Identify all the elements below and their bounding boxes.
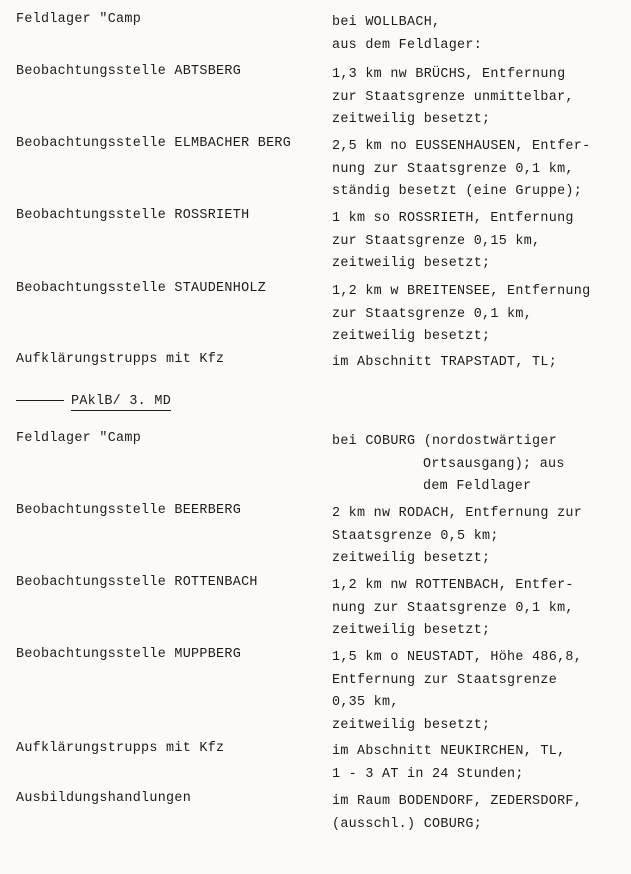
entry-label: Beobachtungsstelle MUPPBERG: [16, 647, 242, 662]
entry-details: [332, 64, 574, 132]
detail-line: zeitweilig besetzt;: [332, 717, 491, 733]
entry-label: Beobachtungsstelle ROTTENBACH: [16, 575, 258, 590]
detail-line: nung zur Staatsgrenze 0,1 km,: [332, 161, 574, 177]
detail-line: zeitweilig besetzt;: [332, 256, 491, 271]
detail-line: bei COBURG (nordostwärtiger: [332, 434, 558, 449]
detail-line: zur Staatsgrenze unmittelbar,: [332, 89, 574, 105]
detail-line: zur Staatsgrenze 0,15 km,: [332, 233, 541, 249]
heading-rule: [16, 400, 64, 401]
entry-label: Feldlager "Camp: [16, 12, 142, 27]
detail-line: zur Staatsgrenze 0,1 km,: [332, 306, 533, 322]
detail-line: (ausschl.) COBURG;: [332, 816, 483, 832]
entry-label: Ausbildungshandlungen: [16, 791, 192, 806]
detail-line: zeitweilig besetzt;: [332, 112, 491, 127]
section-heading: [16, 394, 171, 409]
entry-details: [332, 281, 590, 349]
entry-label: Feldlager "Camp: [16, 431, 142, 446]
entry-details: [332, 741, 565, 786]
detail-line: 1,2 km nw ROTTENBACH, Entfer-: [332, 578, 574, 593]
entry-details: [332, 575, 574, 643]
detail-line: 2 km nw RODACH, Entfernung zur: [332, 506, 583, 521]
detail-line: aus dem Feldlager:: [332, 37, 483, 53]
entry-details: [332, 503, 582, 571]
entry-details: [332, 208, 574, 276]
detail-line: 1,5 km o NEUSTADT, Höhe 486,8,: [332, 650, 583, 665]
detail-line: Ortsausgang); aus: [423, 456, 565, 472]
detail-line: ständig besetzt (eine Gruppe);: [332, 184, 583, 199]
detail-line: bei WOLLBACH,: [332, 15, 441, 30]
detail-line: 1 km so ROSSRIETH, Entfernung: [332, 211, 574, 226]
detail-line: 2,5 km no EUSSENHAUSEN, Entfer-: [332, 139, 591, 154]
entry-label: Beobachtungsstelle ELMBACHER BERG: [16, 136, 292, 151]
entry-label: Beobachtungsstelle ROSSRIETH: [16, 208, 250, 223]
entry-label: Beobachtungsstelle ABTSBERG: [16, 64, 242, 79]
detail-line: 1 - 3 AT in 24 Stunden;: [332, 766, 524, 782]
detail-line: 0,35 km,: [332, 695, 399, 710]
detail-line: Entfernung zur Staatsgrenze: [332, 672, 558, 688]
entry-label: Aufklärungstrupps mit Kfz: [16, 741, 225, 756]
entry-details: [332, 791, 582, 836]
entry-details: [332, 647, 582, 737]
entry-label: Beobachtungsstelle BEERBERG: [16, 503, 242, 518]
detail-line: 1,3 km nw BRÜCHS, Entfernung: [332, 67, 566, 82]
detail-line: zeitweilig besetzt;: [332, 329, 491, 344]
detail-line: im Abschnitt TRAPSTADT, TL;: [332, 355, 558, 370]
detail-line: zeitweilig besetzt;: [332, 623, 491, 638]
entry-label: Aufklärungstrupps mit Kfz: [16, 352, 225, 367]
detail-line: im Raum BODENDORF, ZEDERSDORF,: [332, 794, 583, 809]
heading-text: PAklB/ 3. MD: [71, 394, 172, 409]
entry-details: [332, 352, 557, 375]
entry-details: [332, 431, 565, 499]
entry-details: [332, 136, 590, 204]
detail-line: im Abschnitt NEUKIRCHEN, TL,: [332, 744, 566, 759]
detail-line: zeitweilig besetzt;: [332, 551, 491, 566]
detail-line: nung zur Staatsgrenze 0,1 km,: [332, 600, 574, 616]
detail-line: 1,2 km w BREITENSEE, Entfernung: [332, 284, 591, 299]
entry-details: [332, 12, 482, 57]
detail-line: dem Feldlager: [423, 479, 532, 494]
detail-line: Staatsgrenze 0,5 km;: [332, 528, 499, 544]
entry-label: Beobachtungsstelle STAUDENHOLZ: [16, 281, 267, 296]
